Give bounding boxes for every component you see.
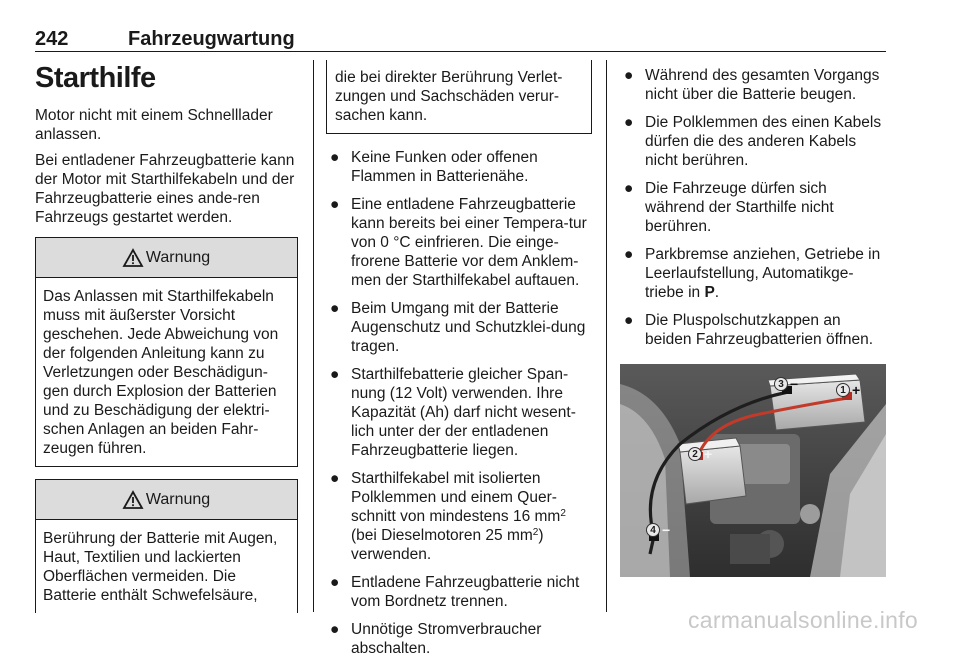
warning-triangle-icon [123, 491, 143, 509]
list-item: ● Keine Funken oder offenen Flammen in Batterienähe. [330, 149, 538, 185]
list-item: ● Starthilfekabel mit isolierten Polklemmen und einem Quer-schnitt von mindestens 16 $mm^2$ (bei Dieselmotoren 25 $mm^2$) verwenden. [330, 470, 566, 563]
column-divider [606, 60, 607, 612]
list-item: ● Die Fahrzeuge dürfen sich während der Starthilfe nicht berühren. [624, 180, 834, 235]
column-divider [313, 60, 314, 612]
list-item: ● Entladene Fahrzeugbatterie nicht vom Bordnetz trennen. [330, 574, 580, 610]
list-item: ● Parkbremse anziehen, Getriebe in Leerlaufstellung, Automatikge-triebe in P. [624, 246, 881, 301]
column-3 [620, 66, 886, 358]
bullet-icon: ● [624, 246, 634, 263]
page-header [35, 28, 886, 52]
warning-continuation: die bei direkter Berührung Verlet-zungen und Sachschäden verur-sachen kann. [326, 60, 592, 134]
watermark: carmanualsonline.info [687, 607, 918, 633]
callout-2: 2 + [688, 446, 712, 462]
warning-header [36, 238, 297, 278]
bullet-icon: ● [330, 300, 340, 317]
list-item: ● Unnötige Stromverbraucher abschalten. [330, 621, 542, 657]
list-item: ● Eine entladene Fahrzeugbatterie kann bereits bei einer Tempera-tur von 0 °C einfrieren. Die einge-frorene Batterie vor dem Anklem-men der Starthilfekabel auftauen. [330, 196, 587, 289]
callout-3: 3 − [774, 376, 798, 392]
bullet-icon: ● [330, 366, 340, 383]
running-title: Fahrzeugwartung [128, 28, 295, 50]
column-2 [326, 66, 592, 667]
bullet-icon: ● [330, 149, 340, 166]
warning-text: Berührung der Batterie mit Augen, Haut, Textilien und lackierten Oberflächen vermeiden. Die Batterie enthält Schwefelsäure, [43, 530, 278, 604]
bullet-icon: ● [330, 470, 340, 487]
list-item: ● Während des gesamten Vorgangs nicht über die Batterie beugen. [624, 67, 880, 103]
list-item: ● Beim Umgang mit der Batterie Augenschutz und Schutzklei-dung tragen. [330, 300, 586, 355]
callout-1: 1 + [836, 382, 860, 398]
warning-triangle-icon [123, 249, 143, 267]
warning-label: Warnung [145, 248, 211, 266]
warning-box [35, 479, 298, 613]
bullet-icon: ● [624, 114, 634, 131]
bullet-icon: ● [330, 574, 340, 591]
list-item: ● Die Polklemmen des einen Kabels dürfen die des anderen Kabels nicht berühren. [624, 114, 882, 169]
jump-start-illustration [620, 364, 886, 577]
paragraph: Bei entladener Fahrzeugbatterie kann der Motor mit Starthilfekabeln und der Fahrzeugbatterie eines ande-ren Fahrzeugs gestartet werden. [35, 152, 295, 226]
warning-header [36, 480, 297, 520]
bullet-list [620, 66, 886, 349]
callout-4: 4 − [646, 522, 670, 538]
bullet-icon: ● [624, 312, 634, 329]
section-title: Starthilfe [35, 62, 156, 94]
bullet-icon: ● [624, 180, 634, 197]
paragraph: Motor nicht mit einem Schnelllader anlassen. [35, 107, 273, 143]
warning-text: Das Anlassen mit Starthilfekabeln muss mit äußerster Vorsicht geschehen. Jede Abweichung von der folgenden Anleitung kann zu Verletzungen oder Beschädigun-gen durch Explosion der Batterien und zu Beschädigung der elektri-schen Anlagen an beiden Fahr-zeugen führen. [43, 288, 279, 457]
page-number: 242 [35, 28, 69, 50]
warning-label: Warnung [145, 490, 211, 508]
list-item: ● Starthilfebatterie gleicher Span-nung (12 Volt) verwenden. Ihre Kapazität (Ah) darf nicht wesent-lich unter der der entladenen Fahrzeugbatterie liegen. [330, 366, 576, 459]
bullet-icon: ● [330, 621, 340, 638]
bullet-list [326, 148, 592, 658]
bullet-icon: ● [330, 196, 340, 213]
column-1 [35, 60, 298, 613]
list-item: ● Die Pluspolschutzkappen an beiden Fahrzeugbatterien öffnen. [624, 312, 874, 348]
bullet-icon: ● [624, 67, 634, 84]
warning-box [35, 237, 298, 467]
